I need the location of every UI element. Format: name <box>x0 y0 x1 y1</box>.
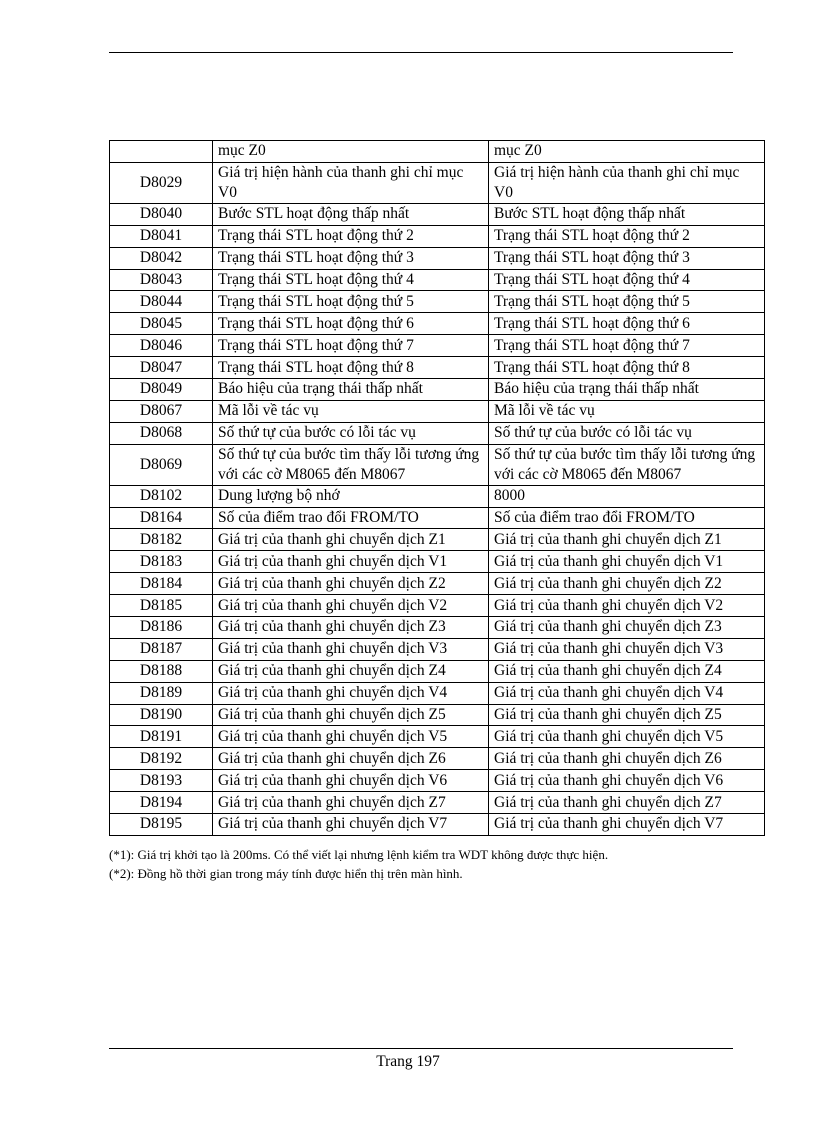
value-cell: Giá trị của thanh ghi chuyển dịch Z7 <box>489 792 765 814</box>
table-row <box>110 444 765 485</box>
footnotes <box>109 845 608 883</box>
table-row <box>110 507 765 529</box>
description-cell: Số thứ tự của bước có lỗi tác vụ <box>213 422 489 444</box>
page-number: Trang 197 <box>376 1053 440 1070</box>
register-cell: D8193 <box>110 770 213 792</box>
description-cell: Số của điểm trao đổi FROM/TO <box>213 507 489 529</box>
register-cell: D8185 <box>110 595 213 617</box>
register-cell: D8183 <box>110 551 213 573</box>
description-cell: Trạng thái STL hoạt động thứ 8 <box>213 357 489 379</box>
value-cell: Giá trị của thanh ghi chuyển dịch Z1 <box>489 529 765 551</box>
register-cell: D8043 <box>110 269 213 291</box>
description-cell: Trạng thái STL hoạt động thứ 3 <box>213 247 489 269</box>
value-cell: mục Z0 <box>489 141 765 163</box>
value-cell: Số thứ tự của bước có lỗi tác vụ <box>489 422 765 444</box>
register-cell: D8042 <box>110 247 213 269</box>
value-cell: Giá trị của thanh ghi chuyển dịch V3 <box>489 638 765 660</box>
table-row <box>110 595 765 617</box>
register-cell: D8045 <box>110 313 213 335</box>
table-row <box>110 400 765 422</box>
register-cell: D8046 <box>110 335 213 357</box>
register-cell: D8069 <box>110 444 213 485</box>
register-cell: D8049 <box>110 379 213 401</box>
table-row <box>110 529 765 551</box>
description-cell: Dung lượng bộ nhớ <box>213 485 489 507</box>
register-cell: D8182 <box>110 529 213 551</box>
table-row <box>110 748 765 770</box>
register-cell: D8194 <box>110 792 213 814</box>
table-row <box>110 379 765 401</box>
description-cell: Giá trị của thanh ghi chuyển dịch Z7 <box>213 792 489 814</box>
register-cell <box>110 141 213 163</box>
description-cell: Giá trị của thanh ghi chuyển dịch V1 <box>213 551 489 573</box>
value-cell: Báo hiệu của trạng thái thấp nhất <box>489 379 765 401</box>
register-cell: D8184 <box>110 573 213 595</box>
value-cell: Giá trị của thanh ghi chuyển dịch V7 <box>489 814 765 836</box>
footnote-2: (*2): Đồng hồ thời gian trong máy tính được hiển thị trên màn hình. <box>109 866 463 881</box>
description-cell: Giá trị của thanh ghi chuyển dịch V6 <box>213 770 489 792</box>
register-cell: D8192 <box>110 748 213 770</box>
footnote-1: (*1): Giá trị khởi tạo là 200ms. Có thể viết lại nhưng lệnh kiểm tra WDT không được thực hiện. <box>109 847 609 862</box>
register-cell: D8188 <box>110 660 213 682</box>
value-cell: Trạng thái STL hoạt động thứ 6 <box>489 313 765 335</box>
table-row <box>110 141 765 163</box>
register-cell: D8187 <box>110 638 213 660</box>
register-cell: D8047 <box>110 357 213 379</box>
table-row <box>110 313 765 335</box>
value-cell: Mã lỗi về tác vụ <box>489 400 765 422</box>
value-cell: Giá trị của thanh ghi chuyển dịch Z2 <box>489 573 765 595</box>
description-cell: Giá trị của thanh ghi chuyển dịch Z6 <box>213 748 489 770</box>
description-cell: Giá trị của thanh ghi chuyển dịch Z1 <box>213 529 489 551</box>
value-cell: Trạng thái STL hoạt động thứ 3 <box>489 247 765 269</box>
table-row <box>110 573 765 595</box>
description-cell: Trạng thái STL hoạt động thứ 2 <box>213 225 489 247</box>
description-cell: Trạng thái STL hoạt động thứ 6 <box>213 313 489 335</box>
table-row <box>110 660 765 682</box>
table-row <box>110 162 765 203</box>
table-row <box>110 247 765 269</box>
value-cell: 8000 <box>489 485 765 507</box>
value-cell: Giá trị của thanh ghi chuyển dịch V2 <box>489 595 765 617</box>
value-cell: Giá trị của thanh ghi chuyển dịch Z3 <box>489 617 765 639</box>
value-cell: Số của điểm trao đổi FROM/TO <box>489 507 765 529</box>
value-cell: Trạng thái STL hoạt động thứ 7 <box>489 335 765 357</box>
register-cell: D8041 <box>110 225 213 247</box>
description-cell: Giá trị của thanh ghi chuyển dịch Z5 <box>213 704 489 726</box>
register-cell: D8029 <box>110 162 213 203</box>
value-cell: Trạng thái STL hoạt động thứ 4 <box>489 269 765 291</box>
description-cell: Giá trị của thanh ghi chuyển dịch Z3 <box>213 617 489 639</box>
register-cell: D8195 <box>110 814 213 836</box>
description-cell: Bước STL hoạt động thấp nhất <box>213 203 489 225</box>
register-cell: D8102 <box>110 485 213 507</box>
table-row <box>110 704 765 726</box>
table-row <box>110 617 765 639</box>
description-cell: Số thứ tự của bước tìm thấy lỗi tương ứng với các cờ M8065 đến M8067 <box>213 444 489 485</box>
description-cell: Giá trị của thanh ghi chuyển dịch Z4 <box>213 660 489 682</box>
value-cell: Giá trị của thanh ghi chuyển dịch V6 <box>489 770 765 792</box>
table-row <box>110 770 765 792</box>
register-cell: D8191 <box>110 726 213 748</box>
description-cell: Giá trị của thanh ghi chuyển dịch V2 <box>213 595 489 617</box>
value-cell: Giá trị của thanh ghi chuyển dịch Z4 <box>489 660 765 682</box>
table-row <box>110 682 765 704</box>
value-cell: Giá trị của thanh ghi chuyển dịch V1 <box>489 551 765 573</box>
table-row <box>110 792 765 814</box>
register-cell: D8190 <box>110 704 213 726</box>
description-cell: Trạng thái STL hoạt động thứ 7 <box>213 335 489 357</box>
description-cell: Giá trị của thanh ghi chuyển dịch V4 <box>213 682 489 704</box>
register-cell: D8186 <box>110 617 213 639</box>
register-cell: D8189 <box>110 682 213 704</box>
description-cell: Giá trị của thanh ghi chuyển dịch V7 <box>213 814 489 836</box>
description-cell: Giá trị của thanh ghi chuyển dịch V5 <box>213 726 489 748</box>
description-cell: Trạng thái STL hoạt động thứ 4 <box>213 269 489 291</box>
value-cell: Số thứ tự của bước tìm thấy lỗi tương ứng với các cờ M8065 đến M8067 <box>489 444 765 485</box>
value-cell: Giá trị của thanh ghi chuyển dịch V4 <box>489 682 765 704</box>
value-cell: Trạng thái STL hoạt động thứ 5 <box>489 291 765 313</box>
table-row <box>110 269 765 291</box>
description-cell: Giá trị của thanh ghi chuyển dịch V3 <box>213 638 489 660</box>
register-table <box>109 140 765 836</box>
register-cell: D8040 <box>110 203 213 225</box>
description-cell: Mã lỗi về tác vụ <box>213 400 489 422</box>
value-cell: Giá trị của thanh ghi chuyển dịch Z6 <box>489 748 765 770</box>
register-cell: D8044 <box>110 291 213 313</box>
description-cell: Trạng thái STL hoạt động thứ 5 <box>213 291 489 313</box>
value-cell: Giá trị của thanh ghi chuyển dịch V5 <box>489 726 765 748</box>
table-row <box>110 203 765 225</box>
table-row <box>110 814 765 836</box>
footer-rule <box>109 1048 733 1049</box>
table-row <box>110 551 765 573</box>
description-cell: mục Z0 <box>213 141 489 163</box>
table-row <box>110 225 765 247</box>
table-row <box>110 638 765 660</box>
value-cell: Trạng thái STL hoạt động thứ 8 <box>489 357 765 379</box>
table-row <box>110 357 765 379</box>
register-cell: D8068 <box>110 422 213 444</box>
table-row <box>110 422 765 444</box>
register-cell: D8164 <box>110 507 213 529</box>
description-cell: Giá trị hiện hành của thanh ghi chỉ mục V0 <box>213 162 489 203</box>
table-row <box>110 291 765 313</box>
register-cell: D8067 <box>110 400 213 422</box>
value-cell: Giá trị hiện hành của thanh ghi chỉ mục V0 <box>489 162 765 203</box>
header-rule <box>109 52 733 53</box>
description-cell: Giá trị của thanh ghi chuyển dịch Z2 <box>213 573 489 595</box>
value-cell: Bước STL hoạt động thấp nhất <box>489 203 765 225</box>
description-cell: Báo hiệu của trạng thái thấp nhất <box>213 379 489 401</box>
value-cell: Trạng thái STL hoạt động thứ 2 <box>489 225 765 247</box>
register-table-body <box>110 141 765 836</box>
table-row <box>110 726 765 748</box>
table-row <box>110 335 765 357</box>
value-cell: Giá trị của thanh ghi chuyển dịch Z5 <box>489 704 765 726</box>
table-row <box>110 485 765 507</box>
